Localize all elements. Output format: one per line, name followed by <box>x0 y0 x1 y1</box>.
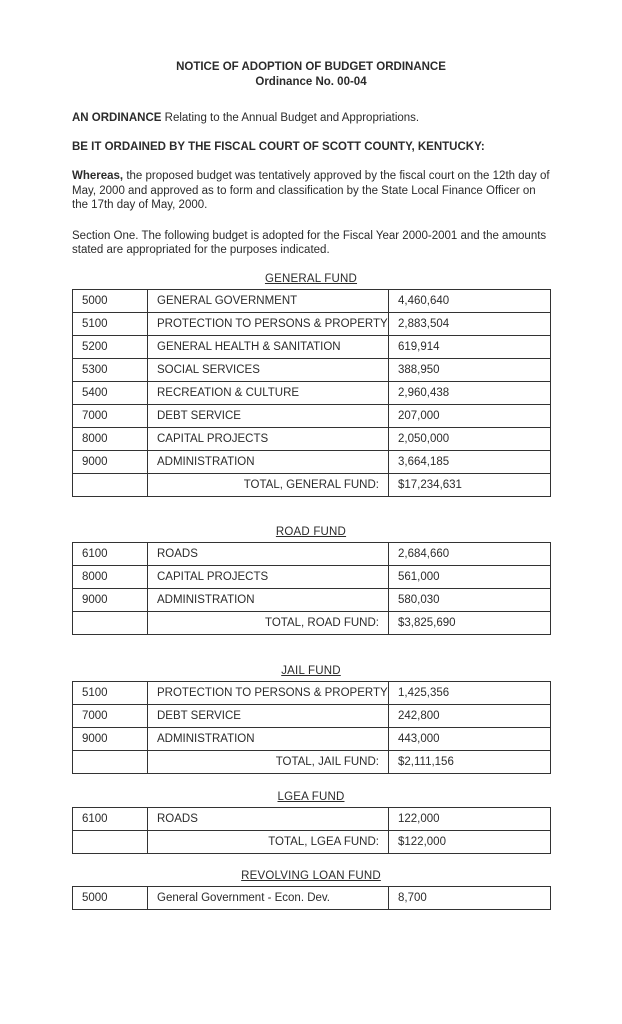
amount-cell: 2,960,438 <box>389 381 551 404</box>
total-row <box>73 830 551 853</box>
fund-section <box>72 870 550 910</box>
total-empty-cell <box>73 830 148 853</box>
code-cell: 7000 <box>73 404 148 427</box>
total-label-cell: TOTAL, LGEA FUND: <box>148 830 389 853</box>
code-cell: 6100 <box>73 807 148 830</box>
code-cell: 5000 <box>73 289 148 312</box>
code-cell: 5400 <box>73 381 148 404</box>
ordinance-lead: AN ORDINANCE <box>72 112 162 124</box>
table-row <box>73 588 551 611</box>
table-row <box>73 704 551 727</box>
label-cell: CAPITAL PROJECTS <box>148 565 389 588</box>
total-empty-cell <box>73 750 148 773</box>
fund-table <box>72 289 551 497</box>
label-cell: ADMINISTRATION <box>148 450 389 473</box>
fund-heading: REVOLVING LOAN FUND <box>241 869 381 882</box>
total-row <box>73 473 551 496</box>
label-cell: GENERAL GOVERNMENT <box>148 289 389 312</box>
amount-cell: 388,950 <box>389 358 551 381</box>
amount-cell: 2,050,000 <box>389 427 551 450</box>
fund-table <box>72 681 551 774</box>
code-cell: 9000 <box>73 588 148 611</box>
label-cell: RECREATION & CULTURE <box>148 381 389 404</box>
total-amount-cell: $3,825,690 <box>389 611 551 634</box>
total-amount-cell: $122,000 <box>389 830 551 853</box>
fund-tables <box>72 273 550 910</box>
ordained-paragraph: BE IT ORDAINED BY THE FISCAL COURT OF SCOTT COUNTY, KENTUCKY: <box>72 140 485 153</box>
fund-section <box>72 665 550 774</box>
code-cell: 5300 <box>73 358 148 381</box>
table-row <box>73 886 551 909</box>
total-amount-cell: $17,234,631 <box>389 473 551 496</box>
amount-cell: 4,460,640 <box>389 289 551 312</box>
document-title <box>72 60 550 90</box>
fund-heading: ROAD FUND <box>275 525 347 538</box>
whereas-rest: the proposed budget was tentatively approved by the fiscal court on the 12th day of May, 2000 and approved as to form and classification by the State Local Finance Officer on the 17th day of May, 2000. <box>72 170 550 211</box>
amount-cell: 443,000 <box>389 727 551 750</box>
code-cell: 8000 <box>73 427 148 450</box>
total-label-cell: TOTAL, ROAD FUND: <box>148 611 389 634</box>
title-line-2: Ordinance No. 00-04 <box>255 76 367 88</box>
total-row <box>73 611 551 634</box>
code-cell: 8000 <box>73 565 148 588</box>
label-cell: ADMINISTRATION <box>148 727 389 750</box>
amount-cell: 2,684,660 <box>389 542 551 565</box>
ordinance-rest: Relating to the Annual Budget and Appropriations. <box>161 112 420 124</box>
label-cell: ROADS <box>148 807 389 830</box>
label-cell: DEBT SERVICE <box>148 704 389 727</box>
fund-section <box>72 791 550 854</box>
code-cell: 5100 <box>73 312 148 335</box>
table-row <box>73 681 551 704</box>
code-cell: 9000 <box>73 450 148 473</box>
label-cell: PROTECTION TO PERSONS & PROPERTY <box>148 312 389 335</box>
table-row <box>73 312 551 335</box>
amount-cell: 242,800 <box>389 704 551 727</box>
label-cell: GENERAL HEALTH & SANITATION <box>148 335 389 358</box>
code-cell: 6100 <box>73 542 148 565</box>
total-label-cell: TOTAL, GENERAL FUND: <box>148 473 389 496</box>
fund-table <box>72 542 551 635</box>
table-row <box>73 542 551 565</box>
fund-heading: LGEA FUND <box>277 790 345 803</box>
amount-cell: 561,000 <box>389 565 551 588</box>
total-row <box>73 750 551 773</box>
label-cell: DEBT SERVICE <box>148 404 389 427</box>
table-row <box>73 427 551 450</box>
code-cell: 9000 <box>73 727 148 750</box>
table-row <box>73 404 551 427</box>
fund-section <box>72 526 550 635</box>
section-one-paragraph: Section One. The following budget is adopted for the Fiscal Year 2000-2001 and the amounts stated are appropriated for the purposes indicated. <box>72 229 547 256</box>
amount-cell: 619,914 <box>389 335 551 358</box>
total-empty-cell <box>73 473 148 496</box>
amount-cell: 8,700 <box>389 886 551 909</box>
fund-heading: JAIL FUND <box>281 664 341 677</box>
amount-cell: 3,664,185 <box>389 450 551 473</box>
table-row <box>73 807 551 830</box>
code-cell: 5200 <box>73 335 148 358</box>
label-cell: ROADS <box>148 542 389 565</box>
whereas-lead: Whereas, <box>72 170 124 182</box>
label-cell: SOCIAL SERVICES <box>148 358 389 381</box>
fund-table <box>72 807 551 854</box>
amount-cell: 1,425,356 <box>389 681 551 704</box>
code-cell: 5000 <box>73 886 148 909</box>
amount-cell: 2,883,504 <box>389 312 551 335</box>
title-line-1: NOTICE OF ADOPTION OF BUDGET ORDINANCE <box>176 61 446 73</box>
fund-section <box>72 273 550 497</box>
label-cell: PROTECTION TO PERSONS & PROPERTY <box>148 681 389 704</box>
table-row <box>73 358 551 381</box>
table-row <box>73 565 551 588</box>
total-empty-cell <box>73 611 148 634</box>
table-row <box>73 381 551 404</box>
whereas-paragraph <box>72 169 550 213</box>
table-row <box>73 289 551 312</box>
label-cell: General Government - Econ. Dev. <box>148 886 389 909</box>
table-row <box>73 335 551 358</box>
ordinance-paragraph <box>72 111 550 126</box>
total-label-cell: TOTAL, JAIL FUND: <box>148 750 389 773</box>
fund-heading: GENERAL FUND <box>264 272 358 285</box>
amount-cell: 207,000 <box>389 404 551 427</box>
fund-table <box>72 886 551 910</box>
code-cell: 5100 <box>73 681 148 704</box>
amount-cell: 122,000 <box>389 807 551 830</box>
code-cell: 7000 <box>73 704 148 727</box>
table-row <box>73 450 551 473</box>
label-cell: ADMINISTRATION <box>148 588 389 611</box>
total-amount-cell: $2,111,156 <box>389 750 551 773</box>
amount-cell: 580,030 <box>389 588 551 611</box>
label-cell: CAPITAL PROJECTS <box>148 427 389 450</box>
table-row <box>73 727 551 750</box>
